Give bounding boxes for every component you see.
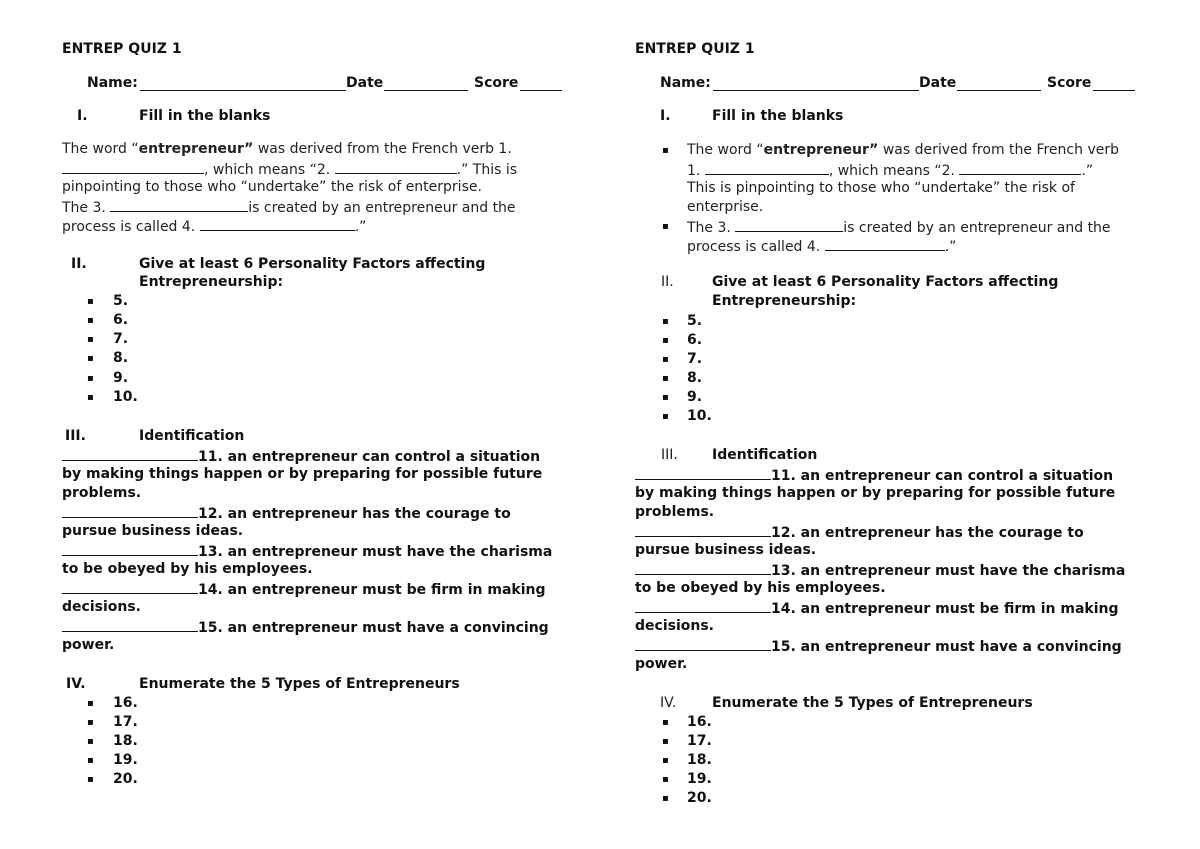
list-item: 9. xyxy=(687,389,703,405)
answer-blank[interactable] xyxy=(635,523,771,537)
identification-line: 15. an entrepreneur must have a convincing xyxy=(635,637,1122,655)
bullet-icon: ▪ xyxy=(87,392,94,403)
section-numeral: IV. xyxy=(66,676,86,692)
paragraph-line: pinpointing to those who “undertake” the risk of enterprise. xyxy=(62,179,482,195)
answer-blank[interactable] xyxy=(62,504,198,518)
paragraph-line: The 3. is created by an entrepreneur and the xyxy=(62,200,516,216)
date-label: Date xyxy=(919,75,957,91)
date-blank[interactable] xyxy=(384,77,468,91)
paragraph-line: , which means “2. .” This is xyxy=(62,160,517,178)
section-heading: Enumerate the 5 Types of Entrepreneurs xyxy=(712,695,1033,711)
section-numeral: IV. xyxy=(660,695,677,711)
paragraph-line: The word “entrepreneur” was derived from the French verb 1. xyxy=(62,141,512,157)
list-item: 17. xyxy=(113,714,138,730)
answer-blank[interactable] xyxy=(110,198,248,212)
bullet-icon: ▪ xyxy=(87,334,94,345)
section-heading: Entrepreneurship: xyxy=(712,293,857,309)
bullet-icon: ▪ xyxy=(87,755,94,766)
bullet-icon: ▪ xyxy=(662,793,669,804)
list-item: 6. xyxy=(113,312,129,328)
bullet-icon: ▪ xyxy=(87,698,94,709)
identification-line: to be obeyed by his employees. xyxy=(62,561,313,577)
list-item: 6. xyxy=(687,332,703,348)
section-heading: Give at least 6 Personality Factors affecting xyxy=(139,256,486,272)
score-blank[interactable] xyxy=(1093,77,1135,91)
paragraph-line: The 3. is created by an entrepreneur and the xyxy=(687,220,1111,236)
identification-line: decisions. xyxy=(62,599,141,615)
bullet-icon: ▪ xyxy=(662,316,669,327)
bullet-icon: ▪ xyxy=(662,354,669,365)
identification-line: by making things happen or by preparing for possible future xyxy=(62,466,543,482)
section-heading: Entrepreneurship: xyxy=(139,274,284,290)
identification-line: 15. an entrepreneur must have a convincing xyxy=(62,618,549,636)
identification-line: decisions. xyxy=(635,618,714,634)
list-item: 5. xyxy=(113,293,129,309)
answer-blank[interactable] xyxy=(62,160,204,174)
bullet-icon: ▪ xyxy=(87,774,94,785)
section-numeral: I. xyxy=(77,108,88,124)
identification-line: problems. xyxy=(62,485,142,501)
list-item: 16. xyxy=(113,695,138,711)
answer-blank[interactable] xyxy=(635,599,771,613)
paragraph-line: This is pinpointing to those who “undertake” the risk of xyxy=(687,180,1075,196)
bullet-icon: ▪ xyxy=(662,221,669,232)
list-item: 7. xyxy=(113,331,129,347)
name-label: Name: xyxy=(660,75,711,91)
section-heading: Identification xyxy=(139,428,245,444)
identification-line: pursue business ideas. xyxy=(62,523,244,539)
bullet-icon: ▪ xyxy=(662,392,669,403)
bullet-icon: ▪ xyxy=(662,373,669,384)
identification-line: 14. an entrepreneur must be firm in making xyxy=(62,580,546,598)
name-blank[interactable] xyxy=(713,77,919,91)
list-item: 18. xyxy=(113,733,138,749)
answer-blank[interactable] xyxy=(62,618,198,632)
identification-line: pursue business ideas. xyxy=(635,542,817,558)
list-item: 19. xyxy=(687,771,712,787)
bullet-icon: ▪ xyxy=(662,774,669,785)
section-numeral: III. xyxy=(661,447,678,463)
list-item: 20. xyxy=(687,790,712,806)
section-numeral: II. xyxy=(71,256,87,272)
identification-line: power. xyxy=(62,637,115,653)
paragraph-line: 1. , which means “2. .” xyxy=(687,163,1094,179)
list-item: 5. xyxy=(687,313,703,329)
section-heading: Identification xyxy=(712,447,818,463)
identification-line: 11. an entrepreneur can control a situation xyxy=(635,466,1113,484)
answer-blank[interactable] xyxy=(705,161,829,175)
bullet-icon: ▪ xyxy=(662,736,669,747)
score-label: Score xyxy=(474,75,519,91)
identification-line: 14. an entrepreneur must be firm in making xyxy=(635,599,1119,617)
section-heading: Give at least 6 Personality Factors affecting xyxy=(712,274,1059,290)
section-heading: Fill in the blanks xyxy=(712,108,844,124)
answer-blank[interactable] xyxy=(635,637,771,651)
list-item: 8. xyxy=(113,350,129,366)
answer-blank[interactable] xyxy=(62,580,198,594)
bullet-icon: ▪ xyxy=(662,335,669,346)
bullet-icon: ▪ xyxy=(662,411,669,422)
list-item: 20. xyxy=(113,771,138,787)
answer-blank[interactable] xyxy=(335,160,457,174)
bullet-icon: ▪ xyxy=(87,717,94,728)
bullet-icon: ▪ xyxy=(87,736,94,747)
date-label: Date xyxy=(346,75,384,91)
bullet-icon: ▪ xyxy=(662,755,669,766)
identification-line: 12. an entrepreneur has the courage to xyxy=(62,504,511,522)
paragraph-line: process is called 4. .” xyxy=(687,239,957,255)
bullet-icon: ▪ xyxy=(87,373,94,384)
list-item: 18. xyxy=(687,752,712,768)
bullet-icon: ▪ xyxy=(87,315,94,326)
quiz-title: ENTREP QUIZ 1 xyxy=(62,41,182,57)
answer-blank[interactable] xyxy=(735,218,843,232)
score-label: Score xyxy=(1047,75,1092,91)
quiz-title: ENTREP QUIZ 1 xyxy=(635,41,755,57)
identification-line: problems. xyxy=(635,504,715,520)
score-blank[interactable] xyxy=(520,77,562,91)
paragraph-line: The word “entrepreneur” was derived from the French verb xyxy=(687,142,1119,158)
list-item: 10. xyxy=(113,389,138,405)
identification-line: to be obeyed by his employees. xyxy=(635,580,886,596)
section-heading: Enumerate the 5 Types of Entrepreneurs xyxy=(139,676,460,692)
identification-line: 12. an entrepreneur has the courage to xyxy=(635,523,1084,541)
list-item: 10. xyxy=(687,408,712,424)
section-numeral: I. xyxy=(660,108,671,124)
answer-blank[interactable] xyxy=(635,561,771,575)
section-numeral: III. xyxy=(65,428,86,444)
identification-line: by making things happen or by preparing for possible future xyxy=(635,485,1116,501)
identification-line: power. xyxy=(635,656,688,672)
list-item: 7. xyxy=(687,351,703,367)
paragraph-line: process is called 4. .” xyxy=(62,219,367,235)
answer-blank[interactable] xyxy=(62,542,198,556)
name-label: Name: xyxy=(87,75,138,91)
date-blank[interactable] xyxy=(957,77,1041,91)
list-item: 9. xyxy=(113,370,129,386)
list-item: 16. xyxy=(687,714,712,730)
section-heading: Fill in the blanks xyxy=(139,108,271,124)
name-blank[interactable] xyxy=(140,77,346,91)
bullet-icon: ▪ xyxy=(87,296,94,307)
answer-blank[interactable] xyxy=(635,466,771,480)
answer-blank[interactable] xyxy=(959,161,1081,175)
list-item: 17. xyxy=(687,733,712,749)
identification-line: 13. an entrepreneur must have the charisma xyxy=(62,542,552,560)
answer-blank[interactable] xyxy=(200,217,355,231)
answer-blank[interactable] xyxy=(825,237,945,251)
bullet-icon: ▪ xyxy=(87,353,94,364)
identification-line: 13. an entrepreneur must have the charisma xyxy=(635,561,1125,579)
answer-blank[interactable] xyxy=(62,447,198,461)
identification-line: 11. an entrepreneur can control a situation xyxy=(62,447,540,465)
section-numeral: II. xyxy=(661,274,674,290)
list-item: 8. xyxy=(687,370,703,386)
paragraph-line: enterprise. xyxy=(687,199,764,215)
bullet-icon: ▪ xyxy=(662,717,669,728)
list-item: 19. xyxy=(113,752,138,768)
bullet-icon: ▪ xyxy=(662,145,669,156)
